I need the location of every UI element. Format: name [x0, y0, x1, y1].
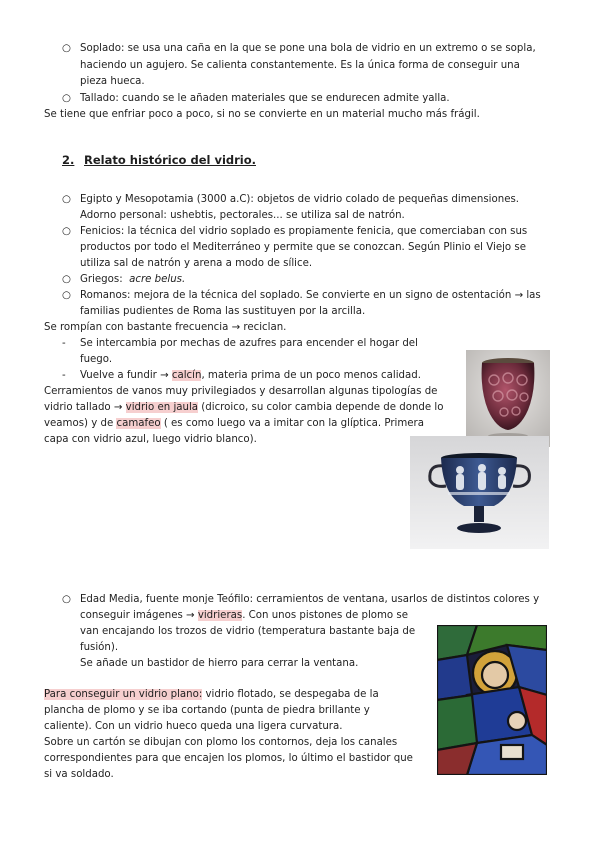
heading-number: 2. [62, 153, 75, 167]
fenicios-line-3: utiliza sal de natrón y arena a modo de sílice. [80, 258, 313, 269]
romanos-line-1: Romanos: mejora de la técnica del soplado. Se convierte en un signo de ostentación → las [80, 290, 541, 301]
fenicios-line-1: Fenicios: la técnica del vidrio soplado es propiamente fenicia, que comerciaban con sus [80, 226, 528, 237]
plano-line-2: plancha de plomo y se iba cortando (punta de piedra brillante y [44, 705, 370, 716]
edad-media-line-2: conseguir imágenes → vidrieras. Con unos pistones de plomo se [80, 610, 408, 621]
section-heading [62, 152, 256, 168]
vidrio-plano-highlight: Para conseguir un vidrio plano: [44, 689, 203, 700]
edad-media-line-3: van encajando los trozos de vidrio (temperatura bastante baja de [80, 626, 416, 637]
cerramientos-line-1: Cerramientos de vanos muy privilegiados y desarrollan algunas tipologías de [44, 386, 438, 397]
rompian-text: Se rompían con bastante frecuencia → reciclan. [44, 322, 287, 333]
egipto-line-2: Adorno personal: ushebtis, pectorales... se utiliza sal de natrón. [80, 210, 405, 221]
fundir-text: Vuelve a fundir → calcín, materia prima de un poco menos calidad. [80, 370, 421, 381]
plano-line-4: Sobre un cartón se dibujan con plomo los contornos, deja los canales [44, 737, 398, 748]
dash-icon: - [62, 338, 66, 349]
heading-title: Relato histórico del vidrio. [84, 153, 256, 167]
bullet-icon: ○ [62, 43, 71, 54]
edad-media-line-5: Se añade un bastidor de hierro para cerrar la ventana. [80, 658, 359, 669]
griegos-label: Griegos: [80, 274, 123, 285]
bullet-icon: ○ [62, 594, 71, 605]
egipto-line-1: Egipto y Mesopotamia (3000 a.C): objetos de vidrio colado de pequeñas dimensiones. [80, 194, 520, 205]
edad-media-line-4: fusión). [80, 642, 119, 653]
plano-line-6: si va soldado. [44, 769, 114, 780]
bullet-icon: ○ [62, 290, 71, 301]
soplado-line-3: pieza hueca. [80, 76, 145, 87]
cerramientos-line-2: vidrio tallado → vidrio en jaula (dicroico, su color cambia depende de donde lo [44, 402, 444, 413]
soplado-line-1: Soplado: se usa una caña en la que se pone una bola de vidrio en un extremo o se sopla, [80, 43, 536, 54]
cerramientos-line-4: capa con vidrio azul, luego vidrio blanco). [44, 434, 257, 445]
calcin-highlight: calcín [171, 370, 202, 381]
griegos-italic: acre belus. [129, 274, 186, 285]
stained-glass-image [437, 625, 547, 775]
bullet-icon: ○ [62, 194, 71, 205]
romanos-line-2: familias pudientes de Roma las sustituyen por la arcilla. [80, 306, 366, 317]
vidrieras-highlight: vidrieras [197, 610, 243, 621]
bullet-icon: ○ [62, 274, 71, 285]
plano-line-5: correspondientes para que encajen los plomos, lo último el bastidor que [44, 753, 413, 764]
tallado-text: Tallado: cuando se le añaden materiales que se endurecen admite yalla. [80, 93, 450, 104]
camafeo-highlight: camafeo [116, 418, 161, 429]
dash-icon: - [62, 370, 66, 381]
edad-media-line-1: Edad Media, fuente monje Teófilo: cerramientos de ventana, usarlos de distintos colores y [80, 594, 540, 605]
plano-line-3: caliente). Con un vidrio hueco queda una ligera curvatura. [44, 721, 343, 732]
cameo-vase-image [410, 436, 549, 549]
bullet-icon: ○ [62, 226, 71, 237]
plano-line-1: Para conseguir un vidrio plano: vidrio flotado, se despegaba de la [44, 689, 379, 700]
vidrio-jaula-highlight: vidrio en jaula [125, 402, 199, 413]
soplado-line-2: haciendo un agujero. Se calienta constantemente. Es la única forma de conseguir una [80, 60, 520, 71]
enfriar-text: Se tiene que enfriar poco a poco, si no se convierte en un material mucho más frágil. [44, 109, 480, 120]
intercambia-line-1: Se intercambia por mechas de azufres para encender el hogar del [80, 338, 418, 349]
griegos-text [80, 272, 185, 288]
cage-cup-image [466, 350, 550, 447]
fenicios-line-2: productos por todo el Mediterráneo y permite que se conozcan. Según Plinio el Viejo se [80, 242, 526, 253]
intercambia-line-2: fuego. [80, 354, 113, 365]
cerramientos-line-3: veamos) y de camafeo ( es como luego va a imitar con la glíptica. Primera [44, 418, 424, 429]
bullet-icon: ○ [62, 93, 71, 104]
